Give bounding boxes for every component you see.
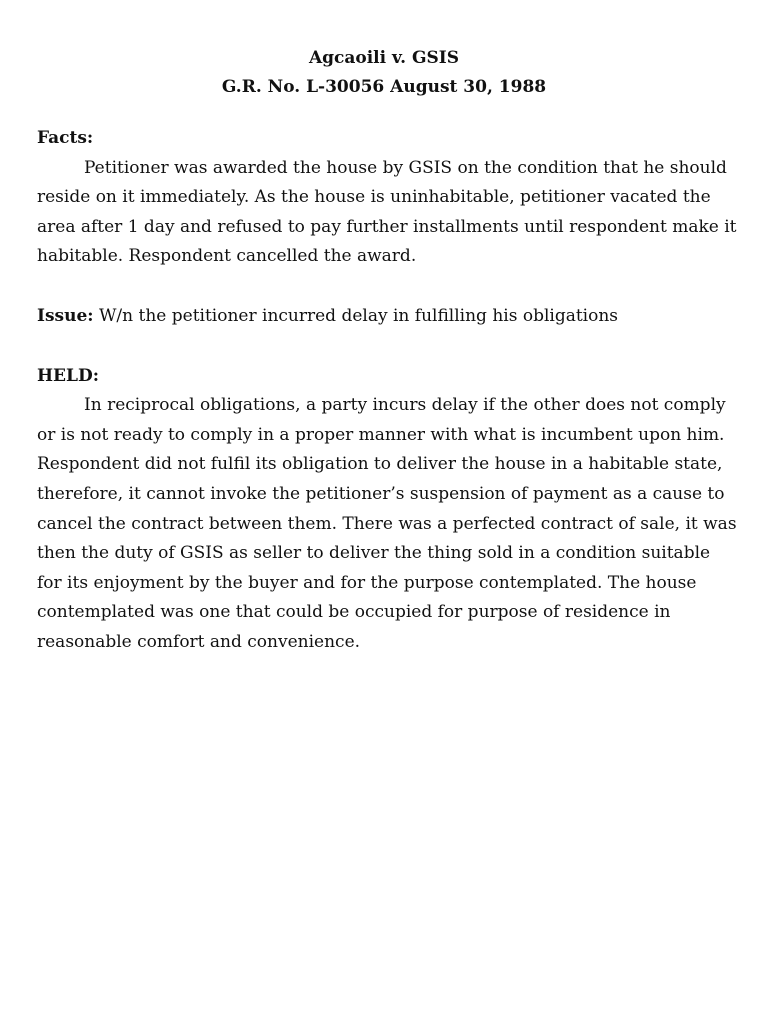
spacer — [37, 272, 737, 302]
document-content — [37, 44, 737, 658]
spacer — [37, 332, 737, 362]
case-title: Agcaoili v. GSIS — [308, 48, 460, 68]
issue-label: Issue: — [37, 305, 94, 326]
facts-heading: Facts: — [37, 128, 94, 148]
case-citation: G.R. No. L-30056 August 30, 1988 — [221, 77, 547, 97]
issue-line — [37, 302, 737, 332]
issue-text: W/n the petitioner incurred delay in fulfilling his obligations — [93, 305, 619, 326]
facts-paragraph: Petitioner was awarded the house by GSIS on the condition that he should reside on it immediately. As the house is uninhabitable, petitioner vacated the area after 1 day and refused to pay further installments until respondent make it habitable. Respondent cancelled the award. — [37, 157, 737, 267]
held-heading: HELD: — [37, 365, 99, 386]
held-paragraph: In reciprocal obligations, a party incurs delay if the other does not comply or is not ready to comply in a proper manner with what is incumbent upon him. Respondent did not fulfil its obligation to deliver the house in a habitable state, therefore, it cannot invoke the petitioner’s suspension of payment as a cause to cancel the contract between them. There was a perfected contract of sale, it was then the duty of GSIS as seller to deliver the thing sold in a condition suitable for its enjoyment by the buyer and for the purpose contemplated. The house contemplated was one that could be occupied for purpose of residence in reasonable comfort and convenience. — [37, 395, 737, 652]
spacer — [37, 102, 737, 124]
